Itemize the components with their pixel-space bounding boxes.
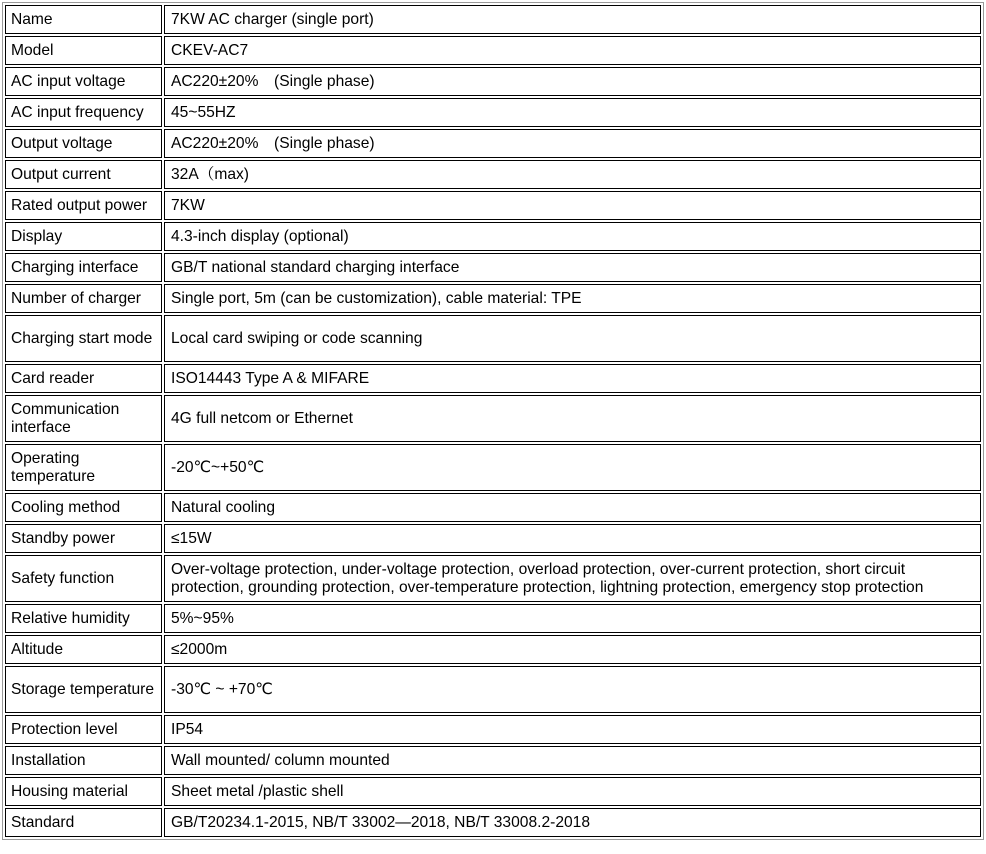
row-label: Name [5, 5, 162, 34]
table-row [5, 5, 981, 34]
row-label: Rated output power [5, 191, 162, 220]
row-label: Storage temperature [5, 666, 162, 713]
table-row [5, 666, 981, 713]
table-row [5, 160, 981, 189]
row-value: ≤2000m [164, 635, 981, 664]
row-value: ISO14443 Type A & MIFARE [164, 364, 981, 393]
row-value: Single port, 5m (can be customization), cable material: TPE [164, 284, 981, 313]
row-label: Standby power [5, 524, 162, 553]
row-value: AC220±20% (Single phase) [164, 67, 981, 96]
table-row [5, 604, 981, 633]
table-row [5, 191, 981, 220]
table-row [5, 222, 981, 251]
row-label: Model [5, 36, 162, 65]
row-value: ≤15W [164, 524, 981, 553]
table-row [5, 36, 981, 65]
row-value: 5%~95% [164, 604, 981, 633]
table-row [5, 98, 981, 127]
row-label: Housing material [5, 777, 162, 806]
row-value: Local card swiping or code scanning [164, 315, 981, 362]
table-row [5, 315, 981, 362]
row-value: 4G full netcom or Ethernet [164, 395, 981, 442]
row-value: 32A（max) [164, 160, 981, 189]
table-row [5, 635, 981, 664]
row-value: Over-voltage protection, under-voltage protection, overload protection, over-current protection, short circuit protection, grounding protection, over-temperature protection, lightning protection, emergency stop protection [164, 555, 981, 602]
table-row [5, 67, 981, 96]
table-row [5, 364, 981, 393]
table-row [5, 808, 981, 837]
row-label: Output voltage [5, 129, 162, 158]
row-label: Safety function [5, 555, 162, 602]
table-row [5, 777, 981, 806]
row-label: Cooling method [5, 493, 162, 522]
table-row [5, 524, 981, 553]
table-row [5, 395, 981, 442]
table-row [5, 746, 981, 775]
table-row [5, 129, 981, 158]
row-label: Number of charger [5, 284, 162, 313]
table-row [5, 493, 981, 522]
row-value: Sheet metal /plastic shell [164, 777, 981, 806]
row-value: AC220±20% (Single phase) [164, 129, 981, 158]
row-value: 7KW [164, 191, 981, 220]
table-row [5, 284, 981, 313]
table-row [5, 715, 981, 744]
row-label: Protection level [5, 715, 162, 744]
row-value: Natural cooling [164, 493, 981, 522]
row-value: -20℃~+50℃ [164, 444, 981, 491]
row-label: Display [5, 222, 162, 251]
row-label: Output current [5, 160, 162, 189]
row-value: Wall mounted/ column mounted [164, 746, 981, 775]
row-value: GB/T20234.1-2015, NB/T 33002—2018, NB/T 33008.2-2018 [164, 808, 981, 837]
row-label: Charging start mode [5, 315, 162, 362]
row-label: Altitude [5, 635, 162, 664]
row-value: 4.3-inch display (optional) [164, 222, 981, 251]
row-value: GB/T national standard charging interface [164, 253, 981, 282]
spec-table [2, 2, 984, 840]
table-row [5, 555, 981, 602]
row-label: Communication interface [5, 395, 162, 442]
row-label: Installation [5, 746, 162, 775]
row-label: Relative humidity [5, 604, 162, 633]
row-label: Card reader [5, 364, 162, 393]
row-value: 7KW AC charger (single port) [164, 5, 981, 34]
row-value: 45~55HZ [164, 98, 981, 127]
row-label: Charging interface [5, 253, 162, 282]
row-value: IP54 [164, 715, 981, 744]
row-label: AC input frequency [5, 98, 162, 127]
row-label: AC input voltage [5, 67, 162, 96]
row-value: CKEV-AC7 [164, 36, 981, 65]
row-label: Operating temperature [5, 444, 162, 491]
row-value: -30℃ ~ +70℃ [164, 666, 981, 713]
table-row [5, 444, 981, 491]
row-label: Standard [5, 808, 162, 837]
table-row [5, 253, 981, 282]
